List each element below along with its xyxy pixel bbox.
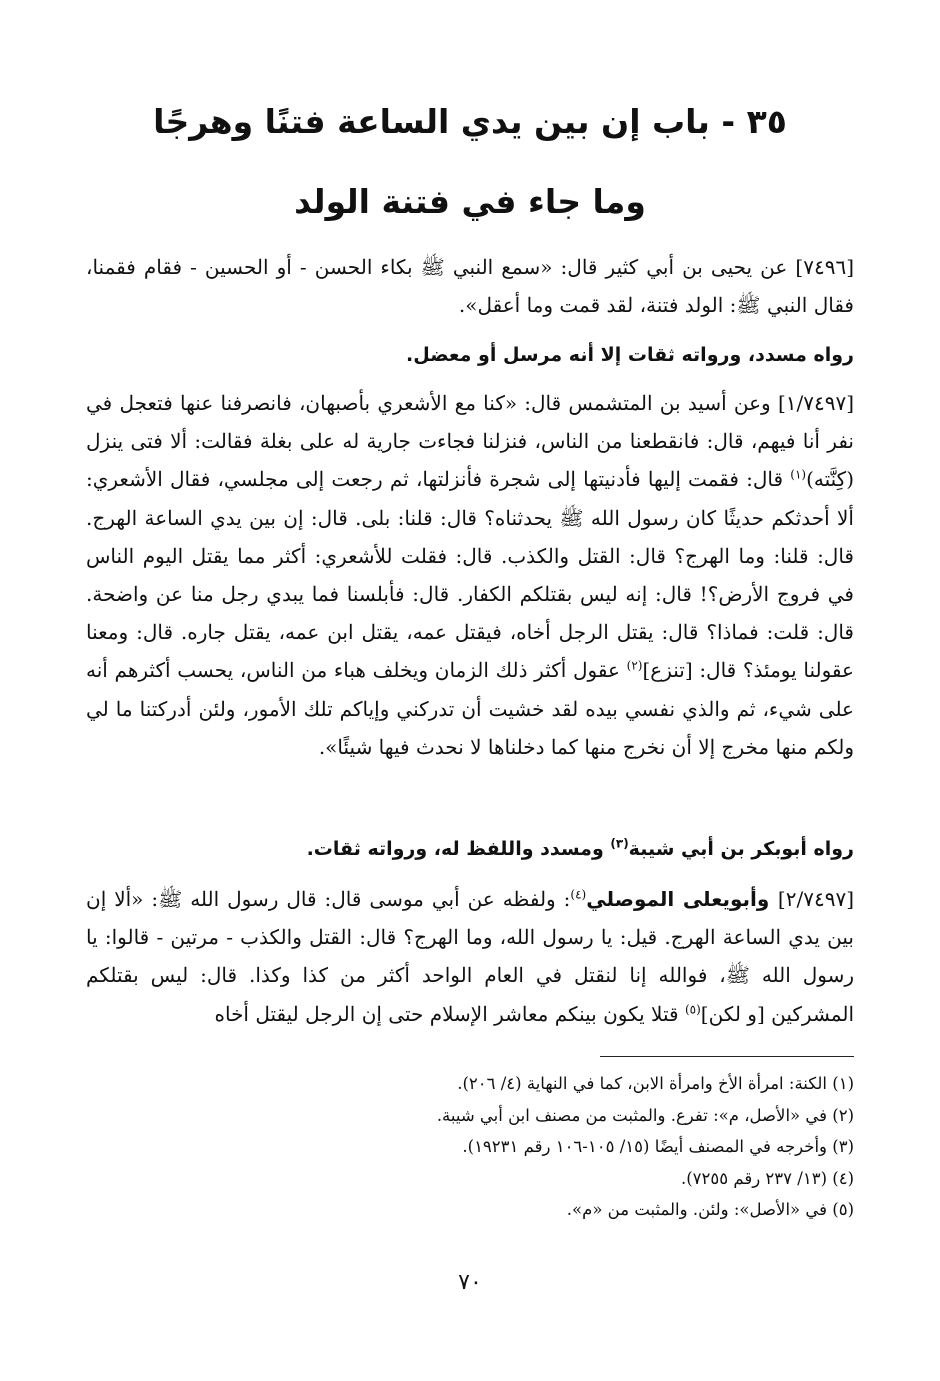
footnote-ref: (٣) [610, 836, 629, 851]
hadith-text: قال: فقمت إليها فأدنيتها إلى شجرة فأنزلتها، ثم رجعت إلى مجلسي، فقال الأشعري: ألا أحدثكم حديثًا كان رسول الله ﷺ يحدثناه؟ قال: قلنا: بلى. قال: إن بين يدي الساعة الهرج. قال: قلنا: وما الهرج؟ قال: القتل والكذب. قال: فقلت للأشعري: أكثر مما يقتل اليوم الناس في فروج الأرض؟! قال: إنه ليس بقتلكم الكفار. قال: فأبلسنا فما يبدي رجل منا عن واضحة. قال: قلت: فماذا؟ قال: يقتل الرجل أخاه، فيقتل عمه، يقتل ابن عمه، يقتل جاره. قال: ومعنا عقولنا يومئذ؟ قال: [تنزع] [86, 467, 854, 683]
footnote: (٤) (١٣/ ٢٣٧ رقم ٧٢٥٥). [680, 1168, 854, 1188]
page-number: ٧٠ [458, 1270, 482, 1295]
footnote-ref: (٤) [570, 887, 587, 902]
narration-note-text: ومسدد واللفظ له، ورواته ثقات. [306, 838, 611, 860]
hadith-text: عقول أكثر ذلك الزمان ويخلف هباء من الناس، يحسب أكثرهم أنه على شيء، ثم والذي نفسي بيده لقد خشيت أن تدركني وإياكم تلك الأمور، ولئن أدركتنا ما لي ولكم منها مخرج إلا أن نخرج منها كما دخلناها لا نحدث فيها شيئًا». [86, 658, 854, 759]
narration-note: رواه مسدد، ورواته ثقات إلا أنه مرسل أو معضل. [406, 344, 854, 366]
footnote: (١) الكنة: امرأة الأخ وامرأة الابن، كما في النهاية (٤/ ٢٠٦). [457, 1074, 854, 1093]
hadith-7497-1-paragraph [86, 384, 854, 766]
footnote-ref: (٥) [684, 1001, 701, 1016]
footnotes [86, 1068, 854, 1226]
hadith-number: [١/٧٤٩٧] [777, 391, 855, 415]
footnote-ref: (٢) [626, 658, 643, 673]
chapter-title: ٣٥ - باب إن بين يدي الساعة فتنًا وهرجًا [153, 102, 787, 141]
hadith-text: : ولفظه عن أبي موسى قال: قال رسول الله ﷺ: «ألا إن بين يدي الساعة الهرج. قيل: يا رسول الله، وما الهرج؟ قال: القتل والكذب - مرتين - قالوا: يا رسول الله ﷺ، فوالله إنا لنقتل في العام الواحد أكثر من كذا وكذا. قال: ليس بقتلكم المشركين [و لكن] [86, 887, 854, 1026]
hadith-7497-2-paragraph [86, 880, 854, 1033]
footnote: (٥) في «الأصل»: ولئن. والمثبت من «م». [566, 1200, 854, 1219]
hadith-number: [٢/٧٤٩٧] [777, 887, 854, 911]
footnote-ref: (١) [790, 467, 807, 482]
hadith-text: عن يحيى بن أبي كثير قال: «سمع النبي ﷺ بكاء الحسن - أو الحسين - فقام فقمنا، فقال النبي ﷺ: الولد فتنة، لقد قمت وما أعقل». [86, 255, 854, 318]
narrator-name: وأبويعلى الموصلي [586, 887, 778, 911]
footnote: (٣) وأخرجه في المصنف أيضًا (١٥/ ١٠٥-١٠٦ رقم ١٩٢٣١). [462, 1137, 854, 1156]
hadith-text: قتلا يكون بينكم معاشر الإسلام حتى إن الرجل ليقتل أخاه [214, 1001, 685, 1026]
footnote-divider [600, 1056, 854, 1057]
hadith-text: وعن أسيد بن المتشمس قال: «كنا مع الأشعري بأصبهان، فانصرفنا عنها فتعجل في نفر أنا فيهم، قال: فانقطعنا من الناس، فنزلنا فجاءت جارية له على بغلة فقالت: ألا فتى ينزل (كِنَّته) [86, 391, 854, 492]
hadith-7496-paragraph [86, 248, 854, 324]
footnote: (٢) في «الأصل، م»: تفرع. والمثبت من مصنف ابن أبي شيبة. [436, 1105, 854, 1125]
hadith-number: [٧٤٩٦] [795, 255, 854, 279]
narration-note [86, 830, 854, 868]
narration-note-text: رواه أبوبكر بن أبي شيبة [628, 838, 854, 860]
chapter-subtitle: وما جاء في فتنة الولد [294, 182, 646, 221]
